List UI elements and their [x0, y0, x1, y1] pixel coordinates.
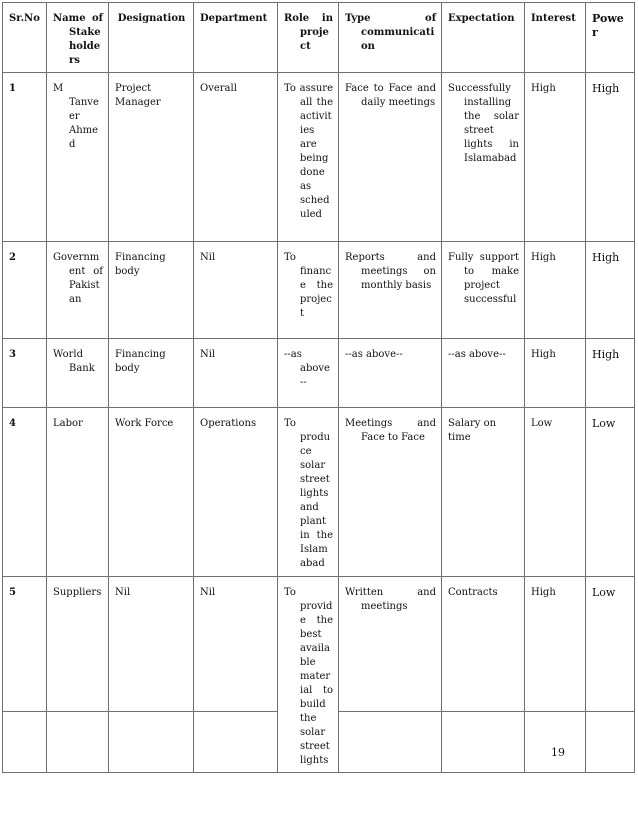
table-header-row — [3, 3, 635, 73]
cell-department: Nil — [194, 242, 278, 339]
cell-name-text: World Bank — [53, 349, 95, 374]
cell-role — [278, 577, 339, 773]
cell-communication — [339, 242, 442, 339]
table-row — [3, 577, 635, 712]
cell-power: High — [586, 242, 635, 339]
empty-cell — [47, 711, 109, 772]
empty-cell — [442, 711, 525, 772]
cell-role-text: --as above-- — [284, 349, 330, 388]
cell-interest: High — [525, 577, 586, 712]
table-row — [3, 408, 635, 577]
cell-communication: --as above-- — [339, 339, 442, 408]
cell-power: Low — [586, 408, 635, 577]
cell-department: Overall — [194, 73, 278, 242]
cell-role-text: To provide the best available material to build the solar street lights — [284, 587, 333, 766]
cell-power: High — [586, 339, 635, 408]
header-interest: Interest — [525, 3, 586, 73]
header-department: Department — [194, 3, 278, 73]
cell-communication-text: Face to Face and daily meetings — [345, 83, 436, 108]
table-row — [3, 339, 635, 408]
header-name — [47, 3, 109, 73]
header-power: Power — [586, 3, 635, 73]
cell-name-text: M Tanveer Ahmed — [53, 83, 99, 150]
cell-interest: Low — [525, 408, 586, 577]
cell-designation: Financing body — [109, 242, 194, 339]
cell-role — [278, 242, 339, 339]
cell-name — [47, 242, 109, 339]
cell-role — [278, 339, 339, 408]
cell-expectation: Salary on time — [442, 408, 525, 577]
cell-communication — [339, 577, 442, 712]
cell-name: Suppliers — [47, 577, 109, 712]
cell-power: Low — [586, 577, 635, 712]
header-role — [278, 3, 339, 73]
empty-cell — [109, 711, 194, 772]
cell-expectation: Contracts — [442, 577, 525, 712]
cell-department: Nil — [194, 577, 278, 712]
cell-department: Nil — [194, 339, 278, 408]
header-communication — [339, 3, 442, 73]
cell-name — [47, 339, 109, 408]
header-expectation: Expectation — [442, 3, 525, 73]
cell-designation: Financing body — [109, 339, 194, 408]
empty-cell — [339, 711, 442, 772]
cell-sr-no: 4 — [3, 408, 47, 577]
cell-sr-no: 1 — [3, 73, 47, 242]
cell-designation: Work Force — [109, 408, 194, 577]
cell-expectation-text: Fully support to make project successful — [448, 252, 519, 305]
stakeholder-table — [2, 2, 635, 773]
cell-name: Labor — [47, 408, 109, 577]
cell-name — [47, 73, 109, 242]
header-role-text: Role in project — [284, 13, 333, 52]
header-sr-no: Sr.No — [3, 3, 47, 73]
table-row — [3, 242, 635, 339]
cell-communication-text: Reports and meetings on monthly basis — [345, 252, 436, 291]
cell-expectation-text: Successfully installing the solar street lights in Islamabad — [448, 83, 519, 164]
cell-role — [278, 408, 339, 577]
cell-communication — [339, 408, 442, 577]
cell-role-text: To finance the project — [284, 252, 333, 319]
cell-communication-text: Written and meetings — [345, 587, 436, 612]
header-name-text: Name of Stakeholders — [53, 13, 103, 66]
cell-role-text: To produce solar street lights and plant in the Islamabad — [284, 418, 333, 569]
empty-cell — [3, 711, 47, 772]
cell-sr-no: 2 — [3, 242, 47, 339]
cell-name-text: Government of Pakistan — [53, 252, 103, 305]
cell-expectation — [442, 73, 525, 242]
empty-cell — [525, 711, 586, 772]
cell-designation: Project Manager — [109, 73, 194, 242]
cell-department: Operations — [194, 408, 278, 577]
cell-interest: High — [525, 73, 586, 242]
cell-expectation — [442, 242, 525, 339]
cell-communication — [339, 73, 442, 242]
cell-designation: Nil — [109, 577, 194, 712]
cell-interest: High — [525, 242, 586, 339]
table-row — [3, 73, 635, 242]
header-designation: Designation — [109, 3, 194, 73]
cell-interest: High — [525, 339, 586, 408]
header-communication-text: Type of communication — [345, 13, 436, 52]
empty-cell — [194, 711, 278, 772]
cell-role — [278, 73, 339, 242]
empty-cell — [586, 711, 635, 772]
cell-communication-text: Meetings and Face to Face — [345, 418, 436, 443]
page-number: 19 — [551, 746, 565, 759]
cell-sr-no: 5 — [3, 577, 47, 712]
cell-expectation: --as above-- — [442, 339, 525, 408]
cell-sr-no: 3 — [3, 339, 47, 408]
cell-power: High — [586, 73, 635, 242]
cell-role-text: To assure all the activities are being done as scheduled — [284, 83, 333, 220]
